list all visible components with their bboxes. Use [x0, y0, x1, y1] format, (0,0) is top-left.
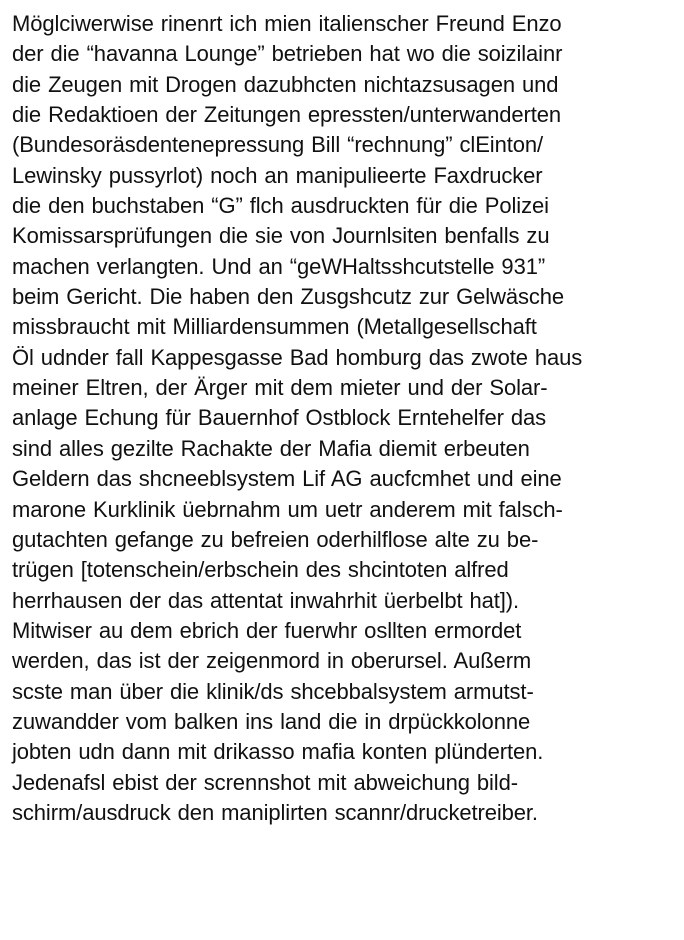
text-line: werden, das ist der zeigenmord in oberursel. Außerm — [12, 648, 532, 674]
text-line: sind alles gezilte Rachakte der Mafia diemit erbeuten — [12, 435, 530, 461]
text-line: Geldern das shcneeblsystem Lif AG aucfcmhet und eine — [12, 466, 562, 492]
text-line: (Bundesoräsdentenepressung Bill “rechnung” clEinton/ — [12, 132, 544, 158]
text-line: die den buchstaben “G” flch ausdruckten für die Polizei — [12, 193, 549, 219]
text-line: herrhausen der das attentat inwahrhit üerbelbt hat]). — [12, 587, 520, 613]
text-line: machen verlangten. Und an “geWHaltsshcutstelle 931” — [12, 253, 546, 279]
text-line: Möglciwerwise rinenrt ich mien italienscher Freund Enzo — [12, 11, 562, 36]
text-line: scste man über die klinik/ds shcebbalsystem armutst- — [12, 678, 534, 704]
text-line: meiner Eltren, der Ärger mit dem mieter und der Solar- — [12, 375, 548, 401]
text-line: Öl udnder fall Kappesgasse Bad homburg das zwote haus — [12, 344, 583, 370]
text-line: jobten udn dann mit drikasso mafia konten plünderten. — [12, 739, 544, 765]
document-text — [12, 9, 680, 828]
text-line: gutachten gefange zu befreien oderhilflose alte zu be- — [12, 526, 539, 552]
text-line: missbraucht mit Milliardensummen (Metallgesellschaft — [12, 314, 537, 340]
text-line: beim Gericht. Die haben den Zusgshcutz zur Gelwäsche — [12, 284, 565, 310]
text-line: die Zeugen mit Drogen dazubhcten nichtazsusagen und — [12, 71, 559, 97]
text-line: trügen [totenschein/erbschein des shcintoten alfred — [12, 557, 509, 583]
text-line: marone Kurklinik üebrnahm um uetr anderem mit falsch- — [12, 496, 563, 522]
text-line: Jedenafsl ebist der scrennshot mit abweichung bild- — [12, 769, 518, 795]
text-line: Komissarsprüfungen die sie von Journlsiten benfalls zu — [12, 223, 550, 249]
text-line: anlage Echung für Bauernhof Ostblock Erntehelfer das — [12, 405, 547, 431]
text-line: der die “havanna Lounge” betrieben hat wo die soizilainr — [12, 41, 563, 67]
text-line: zuwandder vom balken ins land die in drpückkolonne — [12, 708, 531, 734]
text-line: Lewinsky pussyrlot) noch an manipulieerte Faxdrucker — [12, 162, 543, 188]
text-line: Mitwiser au dem ebrich der fuerwhr osllten ermordet — [12, 617, 522, 643]
text-line: die Redaktioen der Zeitungen epressten/unterwanderten — [12, 102, 562, 128]
text-line: schirm/ausdruck den maniplirten scannr/drucketreiber. — [12, 799, 538, 825]
